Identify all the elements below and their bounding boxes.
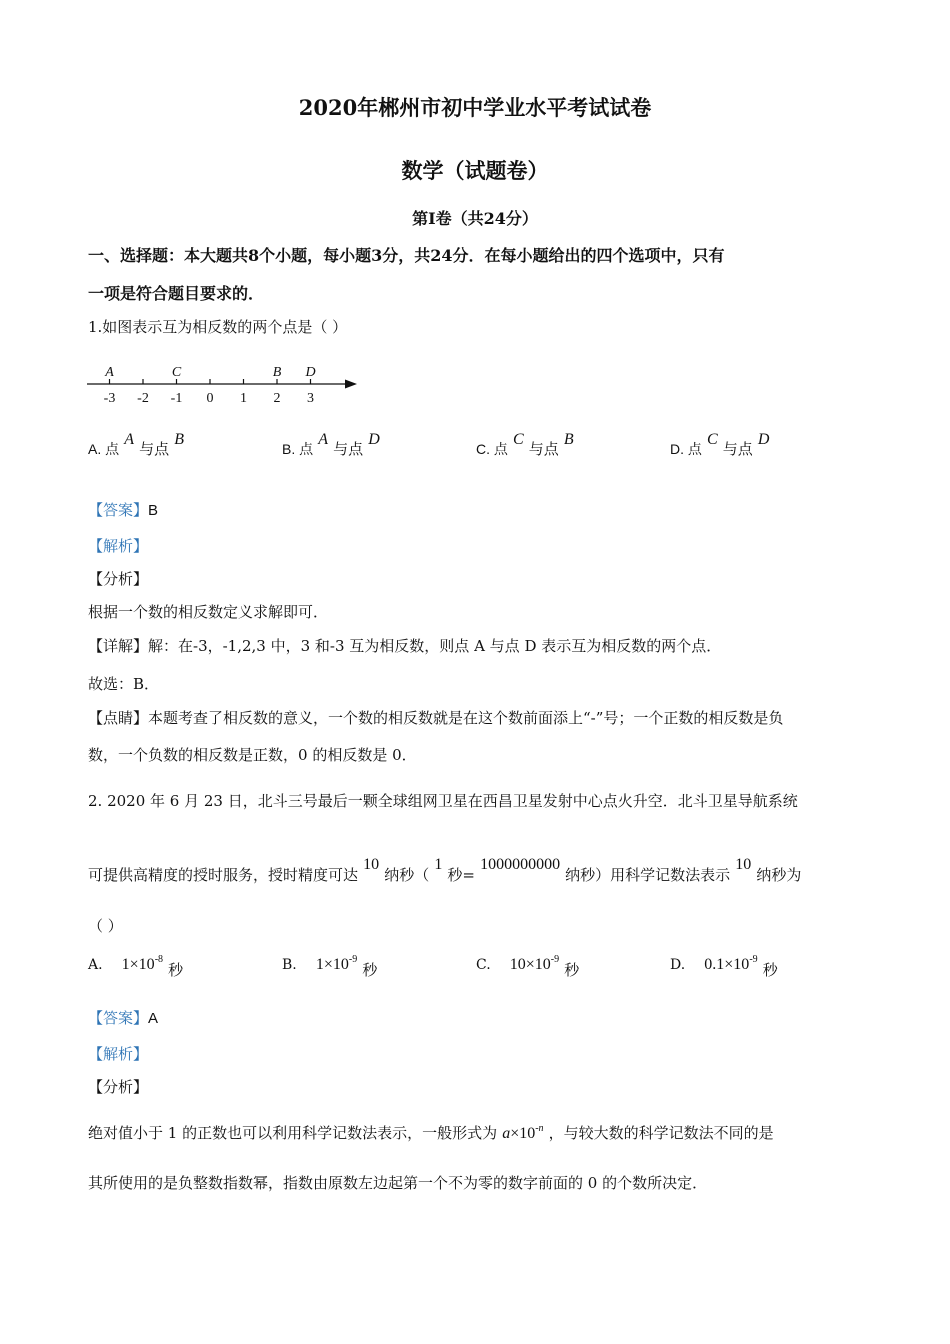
q2-option-b-coef: 1×10 xyxy=(315,956,349,973)
q2-option-c-coef: 10×10 xyxy=(509,956,551,973)
q1-option-b xyxy=(282,431,380,459)
q2-fenxi-line1 xyxy=(88,1122,774,1143)
q2-fenxi-a: a xyxy=(502,1125,511,1142)
q1-detail: 【详解】解：在-3，-1,2,3 中，3 和-3 互为相反数，则点 A 与点 D 表示互为相反数的两个点． xyxy=(88,637,722,655)
number-line-arrow xyxy=(345,380,357,389)
q1-option-c-point1: C xyxy=(512,431,524,448)
q2-option-d-letter: D. xyxy=(670,957,686,973)
q2-stem-line1: 2. 2020 年 6 月 23 日，北斗三号最后一颗全球组网卫星在西昌卫星发射中心点火升空．北斗卫星导航系统 xyxy=(88,792,798,810)
q2-option-a xyxy=(88,953,184,979)
q1-option-d xyxy=(670,431,770,459)
q1-option-b-point2: D xyxy=(368,431,380,448)
q2-fenxi-label: 【分析】 xyxy=(88,1078,149,1096)
number-line-tick-label-3: 0 xyxy=(206,391,214,406)
number-line-point-c: C xyxy=(171,365,182,380)
q2-answer-label: 【答案】 xyxy=(88,1009,149,1027)
q2-option-c-exp: -9 xyxy=(550,954,560,965)
number-line-tick-label-6: 3 xyxy=(307,391,314,406)
q2-option-b-exp: -9 xyxy=(348,954,358,965)
q1-option-b-letter: B. 点 xyxy=(282,441,314,457)
q2-option-c xyxy=(476,953,580,979)
q1-option-a xyxy=(88,431,184,459)
number-line-tick-label-4: 1 xyxy=(240,391,247,406)
q1-option-d-mid: 与点 xyxy=(722,440,753,458)
q2-value-10-a: 10 xyxy=(363,856,380,873)
q1-option-c xyxy=(476,431,574,459)
section-heading-line2: 一项是符合题目要求的． xyxy=(88,284,265,303)
number-line-tick-label-5: 2 xyxy=(273,391,281,406)
q1-option-d-point1: C xyxy=(706,431,718,448)
q1-option-c-point2: B xyxy=(563,431,574,448)
q2-fenxi-part1: 绝对值小于 1 的正数也可以利用科学记数法表示，一般形式为 xyxy=(88,1124,498,1142)
number-line-tick-label-1: -2 xyxy=(137,391,149,406)
q2-option-d-coef: 0.1×10 xyxy=(704,956,750,973)
q2-option-a-coef: 1×10 xyxy=(121,956,155,973)
q2-value-billion: 1000000000 xyxy=(480,856,561,873)
q2-fenxi-exp: -n xyxy=(535,1123,544,1134)
q2-answer-value: A xyxy=(148,1010,159,1027)
q2-line2-part4: 纳秒）用科学记数法表示 xyxy=(565,866,731,884)
q2-stem-line2 xyxy=(88,856,802,885)
q2-value-1: 1 xyxy=(434,856,443,873)
number-line-point-d: D xyxy=(305,365,316,380)
q2-option-d xyxy=(670,953,778,979)
q1-option-a-letter: A. 点 xyxy=(88,441,120,457)
q1-answer-value: B xyxy=(148,502,159,519)
q2-fenxi-line2: 其所使用的是负整数指数幂，指数由原数左边起第一个不为零的数字前面的 0 的个数所决定． xyxy=(88,1174,708,1192)
q1-comment-line1: 【点睛】本题考查了相反数的意义，一个数的相反数就是在这个数前面添上“-”号；一个正数的相反数是负 xyxy=(88,709,784,727)
section-heading-line1: 一、选择题：本大题共8个小题，每小题3分，共24分．在每小题给出的四个选项中，只有 xyxy=(88,246,725,265)
volume-heading: 第Ⅰ卷（共24分） xyxy=(412,209,538,228)
q1-answer-label: 【答案】 xyxy=(88,501,149,519)
number-line-point-b: B xyxy=(272,365,282,380)
q2-option-c-unit: 秒 xyxy=(564,961,580,979)
q1-option-a-mid: 与点 xyxy=(139,440,170,458)
number-line-point-a: A xyxy=(105,365,114,380)
q1-fenxi-label: 【分析】 xyxy=(88,570,149,588)
q2-option-d-exp: -9 xyxy=(749,954,758,965)
q2-option-b-letter: B. xyxy=(282,957,297,973)
q2-option-b-unit: 秒 xyxy=(362,961,378,979)
q2-option-a-letter: A. xyxy=(88,957,103,973)
q2-line2-part1: 可提供高精度的授时服务，授时精度可达 xyxy=(88,866,359,884)
number-line-figure xyxy=(85,358,365,408)
q2-option-d-unit: 秒 xyxy=(762,961,778,979)
q1-option-b-mid: 与点 xyxy=(333,440,364,458)
q1-option-a-point1: A xyxy=(124,431,134,448)
q1-option-a-point2: B xyxy=(174,431,184,448)
q1-option-b-point1: A xyxy=(318,431,328,448)
q1-option-c-letter: C. 点 xyxy=(476,441,508,457)
q1-fenxi-text: 根据一个数的相反数定义求解即可． xyxy=(88,603,329,621)
q1-answer xyxy=(88,499,158,520)
q2-option-b xyxy=(282,953,378,979)
q2-fenxi-times10: ×10 xyxy=(510,1125,536,1142)
q1-stem: 1.如图表示互为相反数的两个点是（ ） xyxy=(88,318,348,336)
q2-analysis-label: 【解析】 xyxy=(88,1045,149,1063)
q2-line2-part2: 纳秒（ xyxy=(384,866,430,884)
q2-answer xyxy=(88,1007,158,1028)
q2-option-c-letter: C. xyxy=(476,957,491,973)
exam-title: 2020年郴州市初中学业水平考试试卷 xyxy=(298,95,652,120)
q1-option-d-point2: D xyxy=(757,431,770,448)
q1-option-d-letter: D. 点 xyxy=(670,441,702,457)
q2-option-a-exp: -8 xyxy=(154,954,164,965)
q2-line2-part5: 纳秒为 xyxy=(756,866,802,884)
q2-fenxi-part2: ，与较大数的科学记数法不同的是 xyxy=(548,1124,774,1142)
q2-value-10-b: 10 xyxy=(735,856,752,873)
q2-option-a-unit: 秒 xyxy=(168,961,184,979)
exam-subtitle: 数学（试题卷） xyxy=(401,158,549,183)
number-line-tick-label-0: -3 xyxy=(103,391,116,406)
q1-comment-line2: 数，一个负数的相反数是正数，0 的相反数是 0． xyxy=(88,746,417,764)
q2-stem-line3: （ ） xyxy=(88,917,123,935)
q1-analysis-label: 【解析】 xyxy=(88,537,149,555)
q1-choice: 故选：B． xyxy=(88,675,160,693)
number-line-tick-label-2: -1 xyxy=(170,391,183,406)
q2-line2-part3: 秒= xyxy=(447,866,475,884)
q1-option-c-mid: 与点 xyxy=(528,440,559,458)
